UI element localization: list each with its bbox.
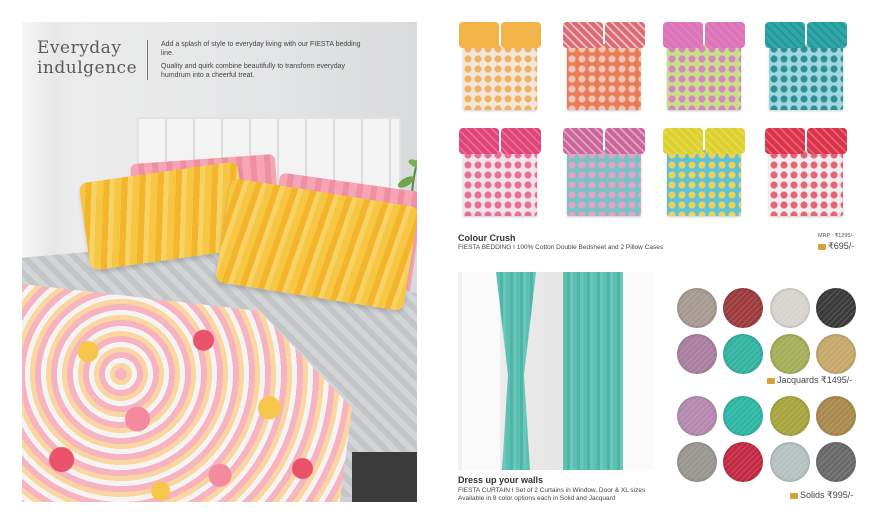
- curtains-line-1: FIESTA CURTAIN I Set of 2 Curtains in Window, Door & XL sizes: [458, 487, 646, 494]
- pillow: [663, 22, 703, 48]
- bedsheet-product[interactable]: [765, 22, 847, 110]
- colour-crush-subtitle: FIESTA BEDDING I 100% Cotton Double Bedsheet and 2 Pillow Cases: [458, 244, 664, 251]
- bedsheet-product[interactable]: [563, 22, 645, 110]
- pillow: [663, 128, 703, 154]
- pillow-pair: [563, 22, 645, 48]
- pillow-pair: [563, 128, 645, 154]
- pillow: [459, 22, 499, 48]
- pillow-pair: [663, 128, 745, 154]
- pillow: [605, 128, 645, 154]
- fabric-swatch[interactable]: [677, 334, 717, 374]
- fabric-swatch[interactable]: [723, 442, 763, 482]
- hero-divider: [147, 40, 148, 80]
- bedsheet: [567, 44, 641, 110]
- pillow: [807, 128, 847, 154]
- price-tag-icon: [818, 244, 826, 250]
- fabric-swatch[interactable]: [770, 288, 810, 328]
- pillow-pair: [663, 22, 745, 48]
- teal-curtain-tied: [496, 272, 536, 470]
- bedsheet: [463, 44, 537, 110]
- bedsheet-product[interactable]: [459, 22, 541, 110]
- pillow: [705, 128, 745, 154]
- bedsheet-product[interactable]: [563, 128, 645, 216]
- pillow: [765, 22, 805, 48]
- pillow-pair: [459, 128, 541, 154]
- hero-line-1: Add a splash of style to everyday living with our FIESTA bedding line.: [161, 41, 361, 57]
- bedsheet-product[interactable]: [663, 128, 745, 216]
- fabric-swatch[interactable]: [723, 288, 763, 328]
- colour-crush-mrp: MRP : ₹1295/-: [818, 233, 854, 239]
- pillow: [705, 22, 745, 48]
- pillow-pair: [459, 22, 541, 48]
- bedsheet: [667, 150, 741, 216]
- pillow-pair: [765, 128, 847, 154]
- solids-label: Solids ₹995/-: [800, 490, 854, 500]
- price-tag-icon: [767, 378, 775, 384]
- fabric-swatch[interactable]: [816, 396, 856, 436]
- curtains-title: Dress up your walls: [458, 475, 544, 485]
- bedsheet: [567, 150, 641, 216]
- hero-bedroom-photo: [22, 22, 417, 502]
- bedsheet: [769, 44, 843, 110]
- floor: [352, 452, 417, 502]
- bedsheet: [463, 150, 537, 216]
- bedsheet-product[interactable]: [663, 22, 745, 110]
- bedsheet-product[interactable]: [459, 128, 541, 216]
- hero-copy: [161, 40, 361, 84]
- pillow: [807, 22, 847, 48]
- pillow: [563, 128, 603, 154]
- pillow: [605, 22, 645, 48]
- fabric-swatch[interactable]: [816, 334, 856, 374]
- sheer-curtain: [462, 272, 500, 470]
- colour-crush-title: Colour Crush: [458, 233, 516, 243]
- bedsheet: [667, 44, 741, 110]
- pillow: [765, 128, 805, 154]
- fabric-swatch[interactable]: [677, 396, 717, 436]
- teal-curtain-open: [563, 272, 623, 470]
- curtains-line-2: Available in 8 color options each in Solid and Jacquard: [458, 495, 616, 502]
- fabric-swatch[interactable]: [816, 288, 856, 328]
- fabric-swatch[interactable]: [770, 334, 810, 374]
- fabric-swatch[interactable]: [723, 396, 763, 436]
- jacquards-price-row: [767, 375, 852, 386]
- fabric-swatch[interactable]: [770, 396, 810, 436]
- colour-crush-price: ₹695/-: [828, 241, 855, 251]
- solids-price-row: [790, 490, 853, 501]
- fabric-swatch[interactable]: [677, 288, 717, 328]
- pillow-pair: [765, 22, 847, 48]
- fabric-swatch[interactable]: [816, 442, 856, 482]
- colour-crush-price-row: [818, 241, 854, 252]
- pillow: [459, 128, 499, 154]
- pillow: [563, 22, 603, 48]
- price-tag-icon: [790, 493, 798, 499]
- curtain-photo: [458, 272, 653, 470]
- hero-title: Everyday indulgence: [37, 38, 138, 78]
- bedsheet-product[interactable]: [765, 128, 847, 216]
- sheer-curtain: [623, 272, 653, 470]
- jacquards-label: Jacquards ₹1495/-: [777, 375, 853, 385]
- pillow: [501, 22, 541, 48]
- pillow: [501, 128, 541, 154]
- bedsheet: [769, 150, 843, 216]
- fabric-swatch[interactable]: [723, 334, 763, 374]
- fabric-swatch[interactable]: [770, 442, 810, 482]
- hero-line-2: Quality and quirk combine beautifully to transform everyday humdrum into a cheerful treat.: [161, 63, 346, 79]
- fabric-swatch[interactable]: [677, 442, 717, 482]
